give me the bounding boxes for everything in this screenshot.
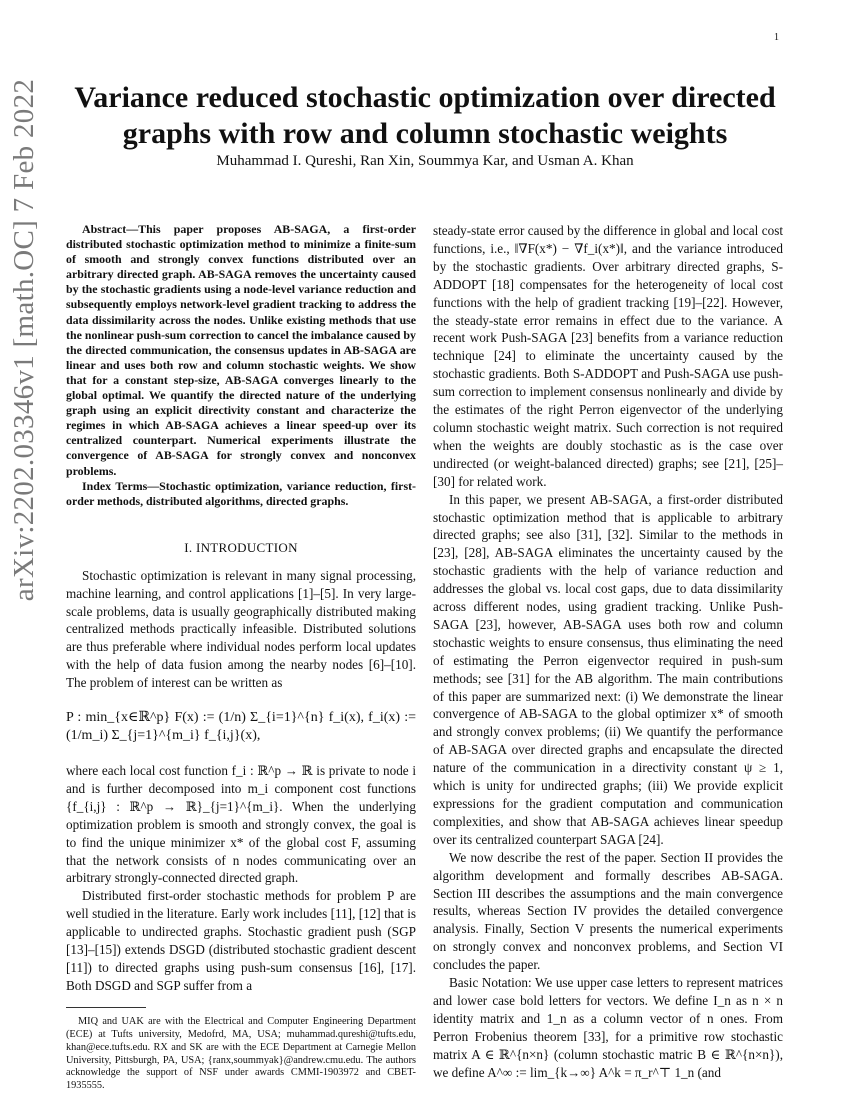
left-column (66, 222, 416, 1093)
footnote (66, 1016, 416, 1093)
right-paragraph-2: In this paper, we present AB-SAGA, a first-order distributed stochastic optimization method that is applicable to arbitrary directed graphs; see also [31], [32]. Similar to the methods in [23], [28], AB-SAGA eliminates the uncertainty caused by the stochastic gradients with the help of variance reduction and addresses the global vs. local cost gaps, due to data dissimilarity across different nodes, using gradient tracking. Unlike Push-SAGA [23], however, AB-SAGA uses both row and column stochastic weights to ensure consensus, thus eliminating the need of estimating the Perron eigenvector required in push-sum methods; see [31] for the AB algorithm. The main contributions of this paper are summarized next: (i) We demonstrate the linear convergence of AB-SAGA to the global optimizer x* of smooth and strongly convex problems; (ii) We quantify the performance of AB-SAGA over directed graphs and encapsulate the directed nature of the communication in a directivity constant ψ ≥ 1, which is unity for undirected graphs; (iii) We provide explicit expressions for the gradient computation and communication complexities, and show that AB-SAGA achieves linear speedup over its centralized counterpart SAGA [24]. (433, 491, 783, 847)
arxiv-stamp: arXiv:2202.03346v1 [math.OC] 7 Feb 2022 (8, 78, 40, 602)
index-terms: Index Terms—Stochastic optimization, variance reduction, first-order methods, distributed algorithms, directed graphs. (66, 478, 416, 508)
footnote-text: MIQ and UAK are with the Electrical and Computer Engineering Department (ECE) at Tufts university, Medofrd, MA, USA; muhammad.qureshi@tufts.edu, khan@ece.tufts.edu. RX and SK are with the ECE Department at Carnegie Mellon University, Pittsburgh, PA, USA; {ranx,soummyak}@andrew.cmu.edu. The authors acknowledge the support of NSF under awards CMMI-1903972 and CBET-1935555. (66, 1015, 416, 1092)
right-column (433, 222, 783, 1082)
intro-paragraph-1: Stochastic optimization is relevant in many signal processing, machine learning, and control applications [1]–[5]. In very large-scale problems, data is usually geographically distributed making centralized methods practically infeasible. Distributed solutions are thus preferable where individual nodes perform local updates with the help of data fusion among the nearby nodes [6]–[10]. The problem of interest can be written as (66, 567, 416, 691)
right-paragraph-3: We now describe the rest of the paper. Section II provides the algorithm development and formally describes AB-SAGA. Section III describes the assumptions and the main convergence results, whereas Section IV provides the detailed convergence analysis. Finally, Section V presents the numerical experiments on strongly convex and nonconvex problems, and Section VI concludes the paper. (433, 849, 783, 973)
author-list: Muhammad I. Qureshi, Ran Xin, Soummya Kar, and Usman A. Khan (216, 153, 634, 169)
right-paragraph-1: steady-state error caused by the difference in global and local cost functions, i.e., ‖∇F(x*) − ∇f_i(x*)‖, and the variance introduced by the stochastic gradients. Over arbitrary directed graphs, S-ADDOPT [18] compensates for the heterogeneity of local cost functions with the help of gradient tracking [19]–[22]. However, the steady-state error remains in effect due to the variance. A recent work Push-SAGA [23] benefits from a variance reduction technique [24] to eliminate the uncertainty caused by the stochastic gradients. Both S-ADDOPT and Push-SAGA use push-sum correction to implement consensus nonlinearly and divide by the estimates of the right Perron eigenvector of the underlying column stochastic weight matrix. Such correction is not required when the weights are doubly stochastic as is the case over undirected (or weight-balanced directed) graphs; see [21], [25]–[30] for related work. (433, 223, 783, 489)
intro-paragraph-2: where each local cost function f_i : ℝ^p → ℝ is private to node i and is further decomposed into m_i component cost functions {f_{i,j} : ℝ^p → ℝ}_{j=1}^{m_i}. When the underlying optimization problem is smooth and strongly convex, the goal is to find the unique minimizer x* of the global cost F, assuming that the network consists of n nodes communicating over an arbitrary strongly-connected directed graph. (66, 763, 416, 886)
section-heading-introduction: I. INTRODUCTION (184, 539, 298, 555)
right-paragraph-4: Basic Notation: We use upper case letters to represent matrices and lower case bold letters for vectors. We define I_n as n × n identity matrix and 1_n as a column vector of n ones. From Perron Frobenius theorem [33], for a primitive row stochastic matrix A ∈ ℝ^{n×n} (column stochastic matric B ∈ ℝ^{n×n}), we define A^∞ := lim_{k→∞} A^k = π_r^⊤ 1_n (and (433, 975, 783, 1080)
paper-title: Variance reduced stochastic optimization over directed graphs with row and column stochastic weights (74, 81, 776, 150)
footnote-divider (66, 1007, 146, 1008)
problem-equation (66, 698, 416, 756)
abstract-text: Abstract—This paper proposes AB-SAGA, a first-order distributed stochastic optimization method to minimize a finite-sum of smooth and strongly convex functions distributed over an arbitrary directed graph. AB-SAGA removes the uncertainty caused by the stochastic gradients using a node-level variance reduction and subsequently employs network-level gradient tracking to address the data dissimilarity across the nodes. Unlike existing methods that use the nonlinear push-sum correction to cancel the imbalance caused by the directed communication, the consensus updates in AB-SAGA are linear and uses both row and column stochastic weights. We show that for a constant step-size, AB-SAGA converges linearly to the global optimal. We quantify the directed nature of the underlying graph using an explicit directivity constant and characterize the regimes in which AB-SAGA achieves a linear speed-up over its centralized counterpart. Numerical experiments illustrate the convergence of AB-SAGA for strongly convex and nonconvex problems. (66, 222, 416, 478)
page-number: 1 (774, 32, 779, 43)
equation-text: P : min_{x∈ℝ^p} F(x) := (1/n) Σ_{i=1}^{n} f_i(x), f_i(x) := (1/m_i) Σ_{j=1}^{m_i} f_{i,j}(x), (66, 710, 416, 744)
abstract (66, 222, 416, 509)
intro-paragraph-3: Distributed first-order stochastic methods for problem P are well studied in the literature. Early work includes [11], [12] that is applicable to undirected graphs. Stochastic gradient push (SGP [13]–[15]) extends DSGD (distributed stochastic gradient descent [11]) to directed graphs using push-sum consensus [16], [17]. Both DSGD and SGP suffer from a (66, 888, 416, 993)
